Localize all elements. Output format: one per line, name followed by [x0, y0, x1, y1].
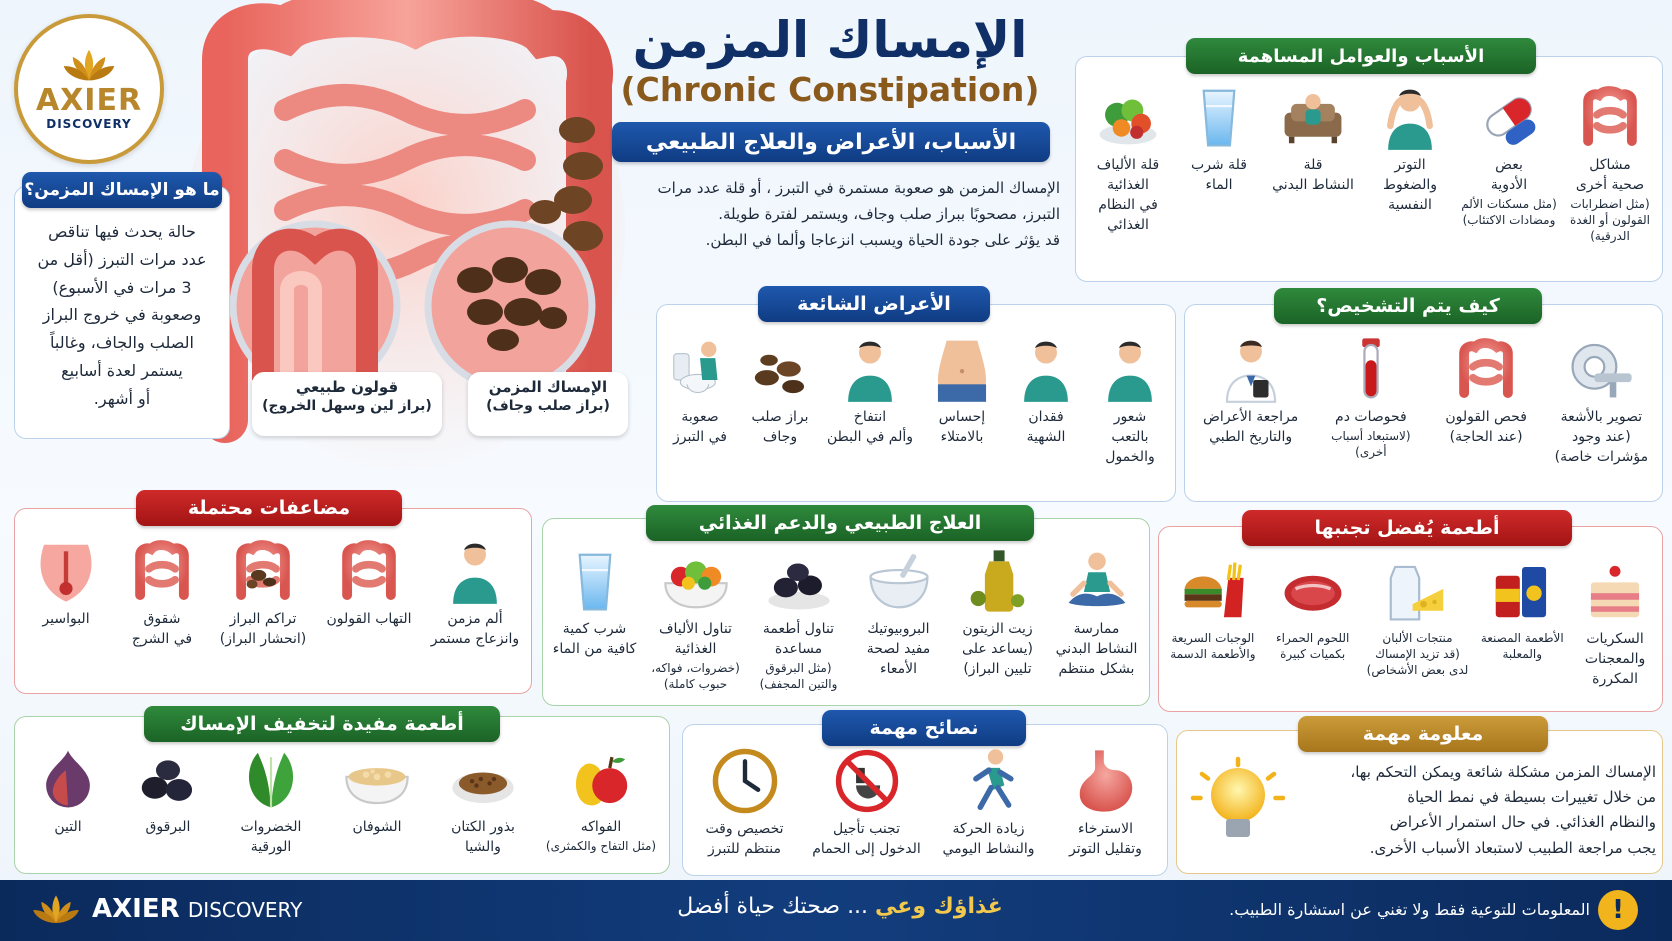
cause-item-other-health: مشاكل صحية أخرى (مثل اضطرابات القولون أو الغدة الدرقية): [1563, 82, 1657, 244]
abdominal-pain-icon: [835, 334, 905, 404]
olive-oil-icon: [963, 546, 1033, 616]
complications-list: [18, 536, 528, 650]
red-meat-icon: [1278, 556, 1348, 626]
hemorrhoids-icon: [31, 536, 101, 606]
plums-icon: [133, 744, 203, 814]
fruits-icon: [566, 744, 636, 814]
stressed-person-icon: [1375, 82, 1445, 152]
toilet-icon: [665, 334, 735, 404]
fig-icon: [33, 744, 103, 814]
tip-item-relaxation: الاسترخاء وتقليل التوتر: [1051, 746, 1161, 860]
helpful-item-plums: البرقوق: [123, 744, 213, 838]
footer-brand: AXIER DISCOVERY: [92, 894, 303, 924]
cause-item-water: قلة شرب الماء: [1177, 82, 1261, 196]
blood-tube-icon: [1336, 334, 1406, 404]
lightbulb-icon: [1190, 752, 1286, 856]
avoid-item-processed: الأطعمة المصنعة والمعلبة: [1474, 556, 1570, 662]
no-toilet-delay-icon: [832, 746, 902, 816]
ct-scanner-icon: [1566, 334, 1636, 404]
tip-item-schedule: تخصيص وقت منتظم للتبرز: [690, 746, 800, 860]
vegetables-icon: [1093, 82, 1163, 152]
chronic-colon-label: الإمساك المزمن (براز صلب وجاف): [468, 372, 628, 436]
treatment-title: العلاج الطبيعي والدعم الغذائي: [646, 505, 1034, 541]
helpful-item-seeds: بذور الكتان والشيا: [435, 744, 531, 858]
running-person-icon: [954, 746, 1024, 816]
prunes-icon: [764, 546, 834, 616]
helpful-item-oats: الشوفان: [329, 744, 425, 838]
symptom-item-bloating: انتفاخ وألم في البطن: [822, 334, 918, 448]
symptom-item-fatigue: شعور بالتعب والخمول: [1090, 334, 1170, 468]
complication-item-hemorrhoids: البواسير: [21, 536, 111, 630]
tip-item-no-delay: تجنب تأجيل الدخول إلى الحمام: [807, 746, 927, 860]
what-is-title: ما هو الإمساك المزمن؟: [22, 172, 222, 208]
avoid-item-fast-food: الوجبات السريعة والأطعمة الدسمة: [1163, 556, 1263, 662]
tips-list: [686, 746, 1164, 860]
pain-person-icon: [440, 536, 510, 606]
footer-slogan: غذاؤك وعي ... صحتك حياة أفضل: [677, 894, 1003, 919]
avoid-title: أطعمة يُفضل تجنبها: [1242, 510, 1572, 546]
footer-lotus-icon: [30, 893, 82, 927]
symptoms-list: [660, 334, 1172, 468]
footer-disclaimer: المعلومات للتوعية فقط ولا تغني عن استشارة الطبيب.: [1229, 900, 1590, 919]
complication-item-colitis: التهاب القولون: [319, 536, 419, 630]
spinach-icon: [236, 744, 306, 814]
intestine-icon: [1575, 82, 1645, 152]
stomach-icon: [1071, 746, 1141, 816]
avoid-item-red-meat: اللحوم الحمراء بكميات كبيرة: [1265, 556, 1361, 662]
cause-item-stress: التوتر والضغوط النفسية: [1365, 82, 1455, 216]
important-text: الإمساك المزمن مشكلة شائعة ويمكن التحكم بها، من خلال تغييرات بسيطة في نمط الحياة والنظام الغذائي. في حال استمرار الأعراض يجب مراجعة الطبيب لاستبعاد الأسباب الأخرى.: [1350, 763, 1656, 857]
intro-paragraph: الإمساك المزمن هو صعوبة مستمرة في التبرز ، أو قلة عدد مرات التبرز، مصحوبًا ببراز صلب وجاف، ويستمر لفترة طويلة. قد يؤثر على جودة الحياة ويسبب انزعاجا وألما في البطن.: [657, 179, 1060, 249]
normal-colon-inset: [233, 224, 397, 388]
symptoms-title: الأعراض الشائعة: [758, 286, 990, 322]
logo-name: AXIER: [35, 82, 143, 118]
fruit-bowl-icon: [661, 546, 731, 616]
warning-icon: !: [1598, 890, 1638, 930]
tips-title: نصائح مهمة: [822, 710, 1026, 746]
treatment-item-helpful-foods: تناول أطعمة مساعدة (مثل البرقوق والتين المجفف): [749, 546, 849, 692]
inflamed-colon-icon: [334, 536, 404, 606]
symptom-item-difficulty: صعوبة في التبرز: [662, 334, 738, 448]
page-title: الإمساك المزمن: [632, 11, 1028, 69]
what-is-text: حالة يحدث فيها تناقص عدد مرات التبرز (أقل من 3 مرات في الأسبوع) وصعوبة في خروج البراز الصلب والجاف، وغالباً يستمر لعدة أسابيع أو أشهر.: [37, 222, 207, 408]
chronic-colon-inset: [428, 224, 592, 388]
pills-icon: [1474, 82, 1544, 152]
helpful-item-leafy-greens: الخضروات الورقية: [223, 744, 319, 858]
complication-item-pain: ألم مزمن وانزعاج مستمر: [425, 536, 525, 650]
water-glass-icon: [1184, 82, 1254, 152]
diagnosis-item-imaging: تصوير بالأشعة (عند وجود مؤشرات خاصة): [1546, 334, 1656, 468]
tired-person-icon: [1095, 334, 1165, 404]
water-glass-icon: [560, 546, 630, 616]
sad-person-icon: [1011, 334, 1081, 404]
seeds-icon: [448, 744, 518, 814]
diagnosis-list: [1188, 334, 1659, 468]
lotus-icon: [60, 48, 118, 84]
symptom-item-hard-stool: براز صلب وجاف: [742, 334, 818, 448]
clock-icon: [710, 746, 780, 816]
fissure-icon: [127, 536, 197, 606]
page-title-english: (Chronic Constipation): [620, 70, 1040, 109]
impaction-icon: [228, 536, 298, 606]
subtitle-banner: الأسباب، الأعراض والعلاج الطبيعي: [612, 122, 1050, 162]
yogurt-icon: [864, 546, 934, 616]
treatment-item-probiotics: البروبيوتيك مفيد لصحة الأمعاء: [850, 546, 948, 680]
brand-logo: [14, 14, 164, 164]
important-title: معلومة مهمة: [1298, 716, 1548, 752]
cause-item-medications: بعض الأدوية (مثل مسكنات الألم ومضادات الاكتئاب): [1457, 82, 1561, 228]
avoid-item-sugars: السكريات والمعجنات المكررة: [1572, 556, 1658, 690]
doctor-icon: [1216, 334, 1286, 404]
tip-item-activity: زيادة الحركة والنشاط اليومي: [934, 746, 1044, 860]
helpful-item-figs: التين: [23, 744, 113, 838]
sofa-icon: [1278, 82, 1348, 152]
treatment-item-exercise: ممارسة النشاط البدني بشكل منتظم: [1048, 546, 1146, 680]
complications-title: مضاعفات محتملة: [136, 490, 402, 526]
cause-item-fiber: قلة الألياف الغذائية في النظام الغذائي: [1081, 82, 1175, 236]
colon-exam-icon: [1451, 334, 1521, 404]
treatment-list: [546, 546, 1146, 692]
burger-fries-icon: [1178, 556, 1248, 626]
symptom-item-appetite: فقدان الشهية: [1006, 334, 1086, 448]
diagnosis-item-history: مراجعة الأعراض والتاريخ الطبي: [1191, 334, 1311, 448]
cause-item-inactivity: قلة النشاط البدني: [1263, 82, 1363, 196]
helpful-foods-title: أطعمة مفيدة لتخفيف الإمساك: [144, 706, 500, 742]
hard-stool-icon: [745, 334, 815, 404]
treatment-item-fiber: تناول الألياف الغذائية (خضروات، فواكه، حبوب كاملة): [644, 546, 748, 692]
treatment-item-olive-oil: زيت الزيتون (يساعد على تليين البراز): [949, 546, 1047, 680]
symptom-item-fullness: إحساس بالامتلاء: [922, 334, 1002, 448]
cake-icon: [1580, 556, 1650, 626]
causes-list: [1080, 82, 1658, 244]
oats-icon: [342, 744, 412, 814]
normal-colon-label: قولون طبيعي (براز لين وسهل الخروج): [252, 372, 442, 436]
belly-icon: [927, 334, 997, 404]
helpful-foods-list: [18, 744, 666, 858]
complication-item-impaction: تراكم البراز (انحشار البراز): [213, 536, 313, 650]
treatment-item-water: شرب كمية كافية من الماء: [547, 546, 643, 660]
diagnosis-title: كيف يتم التشخيص؟: [1274, 288, 1542, 324]
helpful-item-fruits: الفواكه (مثل التفاح والكمثرى): [541, 744, 661, 854]
cans-icon: [1487, 556, 1557, 626]
meditation-icon: [1062, 546, 1132, 616]
avoid-item-dairy: منتجات الألبان (قد تزيد الإمساك لدى بعض الأشخاص): [1362, 556, 1472, 679]
causes-title: الأسباب والعوامل المساهمة: [1186, 38, 1536, 74]
diagnosis-item-colon-exam: فحص القولون (عند الحاجة): [1431, 334, 1541, 448]
complication-item-fissure: شقوق في الشرج: [117, 536, 207, 650]
avoid-list: [1162, 556, 1659, 690]
logo-subtitle: DISCOVERY: [46, 116, 132, 131]
milk-cheese-icon: [1382, 556, 1452, 626]
diagnosis-item-blood-tests: فحوصات دم (لاستبعاد أسباب أخرى): [1316, 334, 1426, 460]
